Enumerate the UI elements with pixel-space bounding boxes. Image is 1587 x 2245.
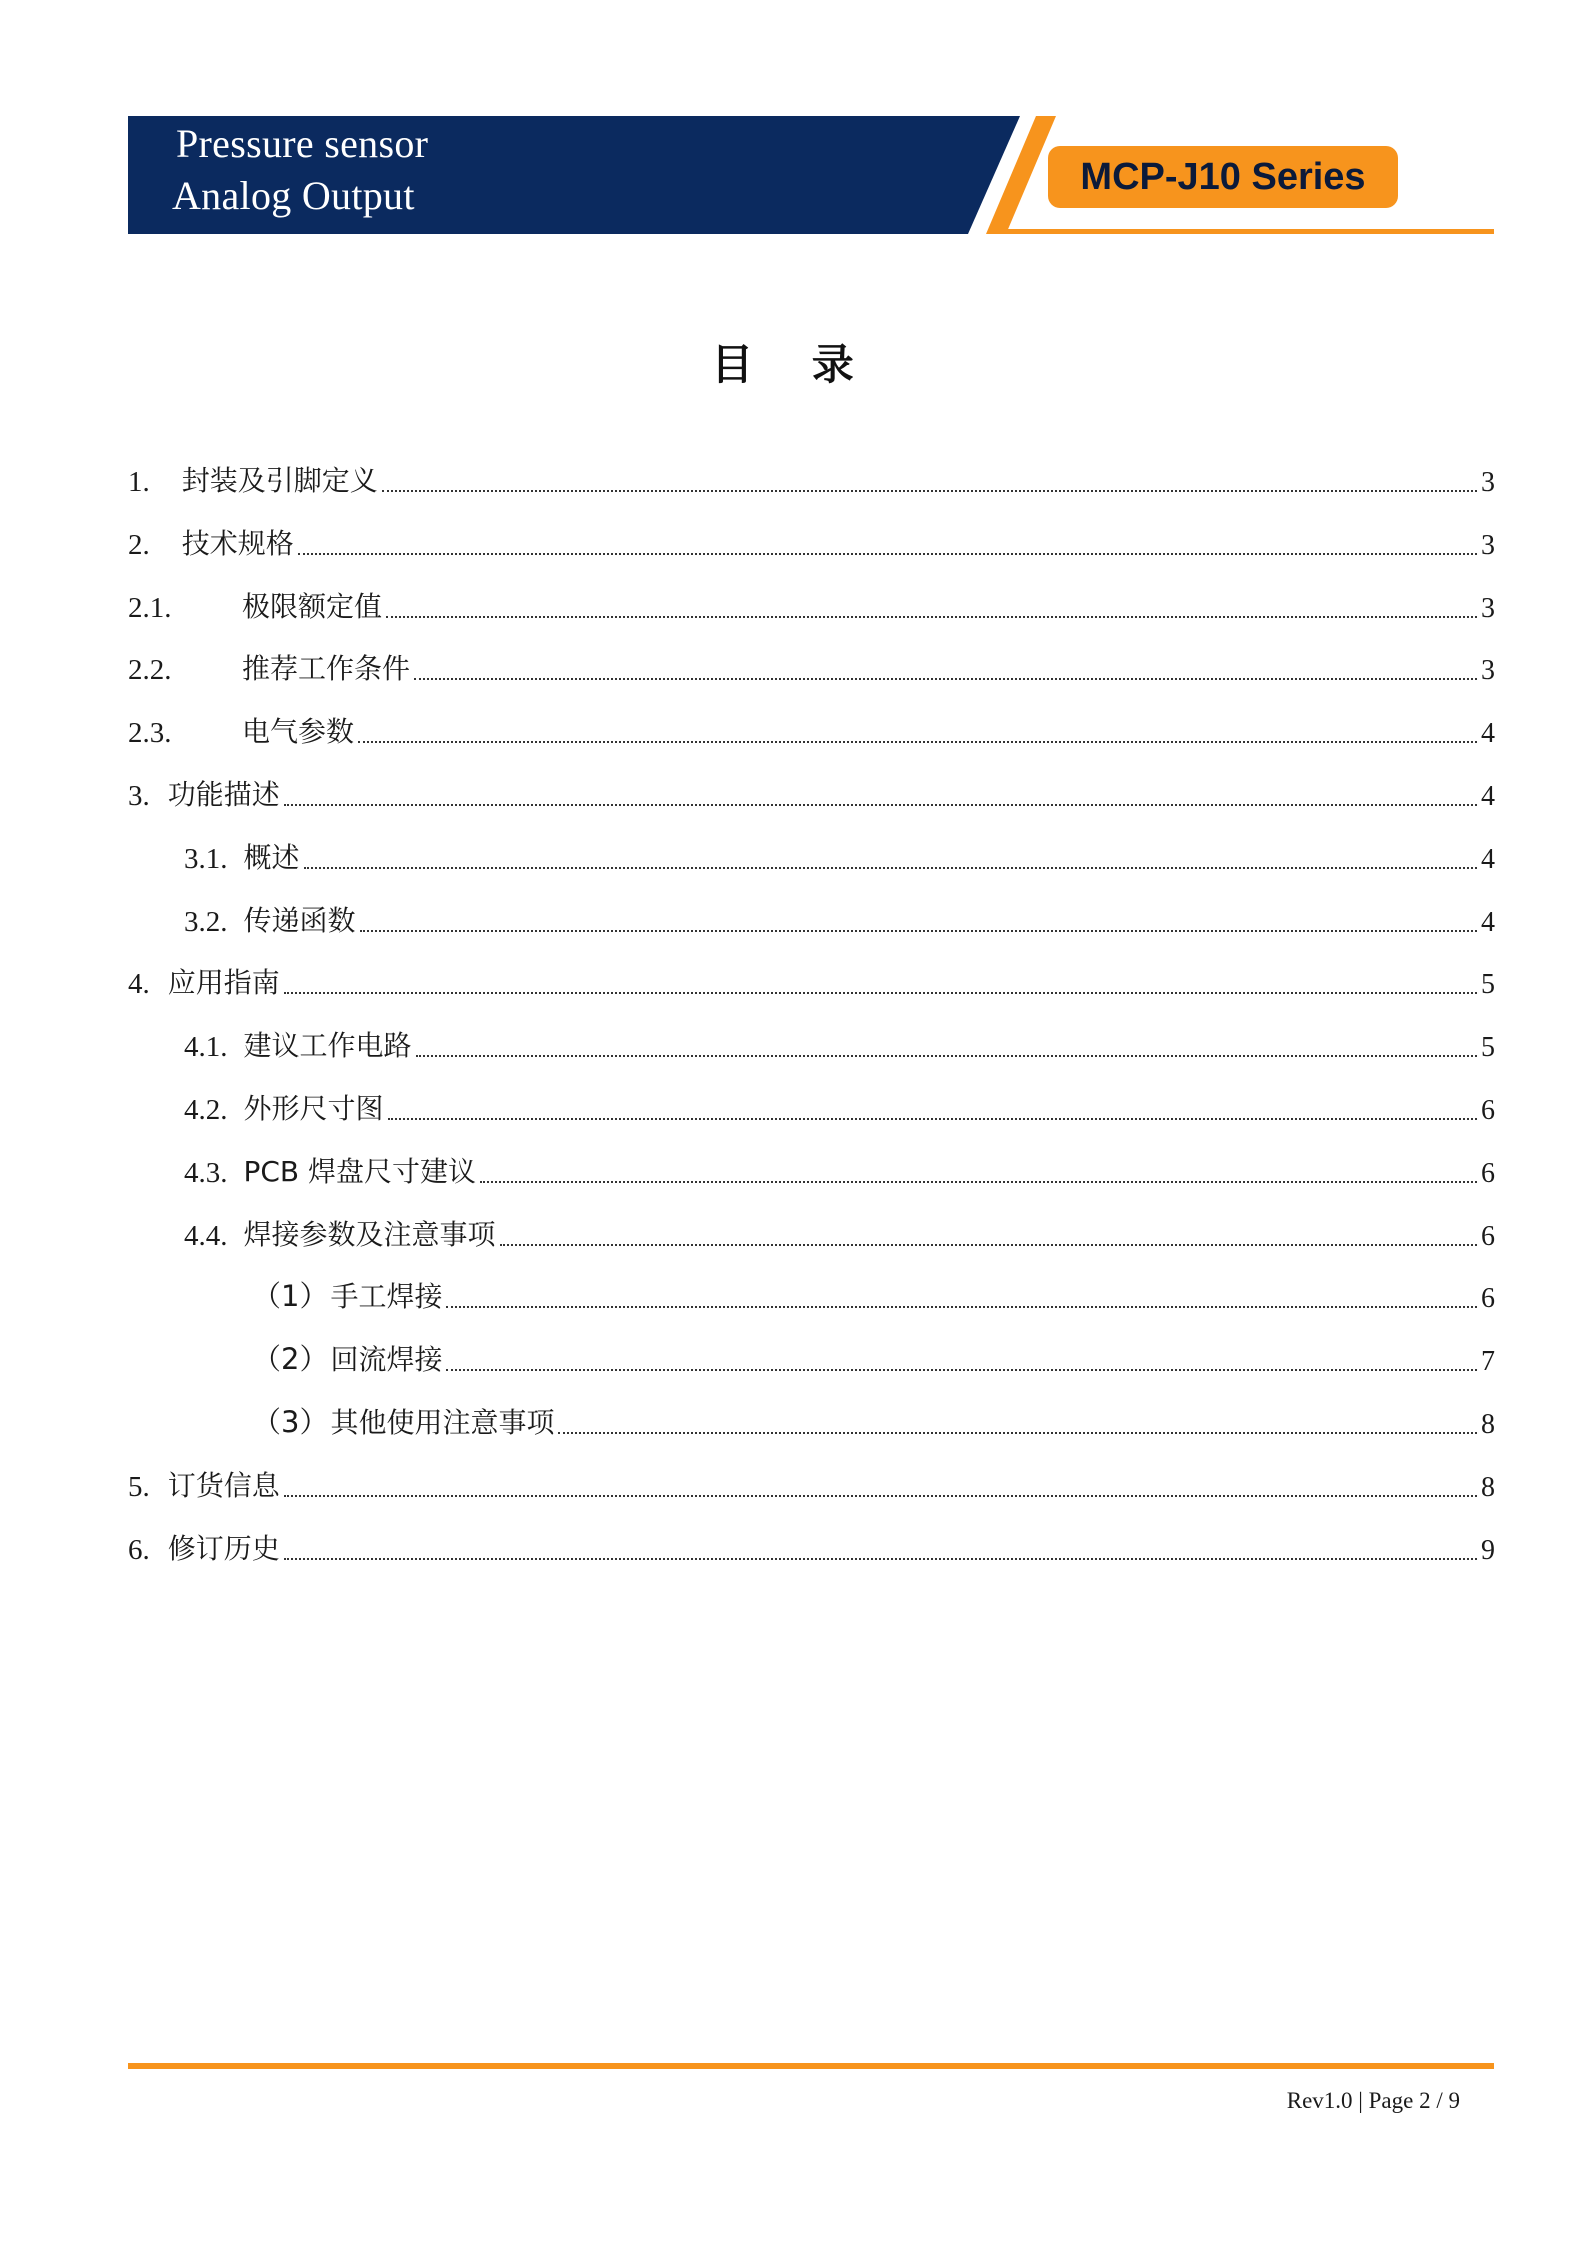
toc-entry[interactable] <box>184 1213 1495 1253</box>
toc-dot-leader <box>382 490 1477 492</box>
toc-entry-page-number: 8 <box>1481 1409 1495 1440</box>
header-banner <box>128 116 1494 236</box>
toc-entry-number: 5. <box>128 1471 150 1503</box>
toc-entry-number: 3.1. <box>184 843 228 875</box>
toc-entry[interactable] <box>184 1150 1495 1190</box>
footer-rule <box>128 2063 1494 2069</box>
toc-entry-page-number: 4 <box>1481 718 1495 749</box>
toc-entry[interactable] <box>128 710 1495 750</box>
toc-entry-page-number: 6 <box>1481 1158 1495 1189</box>
toc-entry-page-number: 3 <box>1481 530 1495 561</box>
toc-dot-leader <box>358 741 1477 743</box>
toc-entry-title: 功能描述 <box>167 778 280 811</box>
toc-entry-title: PCB 焊盘尺寸建议 <box>243 1155 477 1188</box>
toc-entry-title: 手工焊接 <box>330 1280 443 1313</box>
toc-dot-leader <box>284 1495 1477 1497</box>
toc-entry-number: 6. <box>128 1534 150 1566</box>
toc-entry-page-number: 7 <box>1481 1346 1495 1377</box>
toc-entry-number: （2） <box>252 1342 329 1376</box>
toc-entry-number: （3） <box>252 1405 329 1439</box>
toc-entry-title: 建议工作电路 <box>243 1029 412 1062</box>
header-product-type: Pressure sensor <box>176 121 429 166</box>
toc-entry-page-number: 4 <box>1481 907 1495 938</box>
footer-page-label: Rev1.0 | Page 2 / 9 <box>1286 2088 1460 2113</box>
toc-dot-leader <box>500 1244 1477 1246</box>
toc-dot-leader <box>446 1306 1477 1308</box>
toc-entry-title: 极限额定值 <box>242 590 383 623</box>
toc-entry-page-number: 6 <box>1481 1283 1495 1314</box>
toc-dot-leader <box>446 1369 1477 1371</box>
toc-entry-number: 4. <box>128 968 150 1000</box>
header-output-type: Analog Output <box>172 173 415 218</box>
toc-entry-page-number: 5 <box>1481 969 1495 1000</box>
toc-entry-title: 技术规格 <box>181 527 294 560</box>
toc-entry-number: 4.1. <box>184 1031 228 1063</box>
toc-dot-leader <box>284 992 1477 994</box>
toc-entry[interactable] <box>128 585 1495 625</box>
toc-entry-number: 4.2. <box>184 1094 228 1126</box>
toc-entry-title: 封装及引脚定义 <box>181 464 378 497</box>
toc-entry[interactable] <box>184 899 1495 939</box>
toc-entry-page-number: 3 <box>1481 467 1495 498</box>
toc-entry[interactable] <box>128 1527 1495 1567</box>
toc-entry-title: 电气参数 <box>242 715 355 748</box>
toc-entry-page-number: 8 <box>1481 1472 1495 1503</box>
toc-entry-number: 3. <box>128 780 150 812</box>
toc-entry-title: 传递函数 <box>243 904 356 937</box>
toc-entry[interactable] <box>128 773 1495 813</box>
toc-entry-page-number: 5 <box>1481 1032 1495 1063</box>
toc-entry-title: 订货信息 <box>167 1469 280 1502</box>
toc-entry-title: 焊接参数及注意事项 <box>243 1218 496 1251</box>
toc-dot-leader <box>298 553 1477 555</box>
toc-entry[interactable] <box>128 1464 1495 1504</box>
toc-entry-number: 2. <box>128 529 150 561</box>
toc-entry-number: 4.3. <box>184 1157 228 1189</box>
toc-entry[interactable] <box>184 1024 1495 1064</box>
toc-dot-leader <box>360 930 1477 932</box>
toc-entry-title: 概述 <box>243 841 300 874</box>
toc-entry-title: 外形尺寸图 <box>243 1092 384 1125</box>
toc-entry-page-number: 3 <box>1481 593 1495 624</box>
toc-entry-title: 回流焊接 <box>330 1343 443 1376</box>
toc-entry-number: 2.2. <box>128 654 172 686</box>
toc-entry-title: 其他使用注意事项 <box>330 1406 555 1439</box>
toc-dot-leader <box>388 1118 1477 1120</box>
toc-dot-leader <box>386 616 1477 618</box>
toc-entry[interactable] <box>252 1275 1495 1315</box>
toc-entry-title: 应用指南 <box>167 966 280 999</box>
toc-entry[interactable] <box>184 1087 1495 1127</box>
toc-title: 目 录 <box>711 340 876 389</box>
series-badge: MCP-J10 Series <box>1048 146 1398 208</box>
toc-entry-number: 4.4. <box>184 1220 228 1252</box>
toc-entry[interactable] <box>128 647 1495 687</box>
toc-entry[interactable] <box>252 1338 1495 1378</box>
header-orange-underline <box>998 229 1494 234</box>
toc-entry-page-number: 3 <box>1481 655 1495 686</box>
toc-entry-number: 2.1. <box>128 592 172 624</box>
toc-entry-page-number: 4 <box>1481 844 1495 875</box>
toc-entry[interactable] <box>128 459 1495 499</box>
toc-entry-page-number: 6 <box>1481 1221 1495 1252</box>
toc-entry-number: 3.2. <box>184 906 228 938</box>
toc-dot-leader <box>284 1558 1477 1560</box>
toc-dot-leader <box>480 1181 1477 1183</box>
toc-entry-page-number: 4 <box>1481 781 1495 812</box>
toc-entry-number: 1. <box>128 466 150 498</box>
toc-entry-title: 推荐工作条件 <box>242 652 411 685</box>
toc-dot-leader <box>304 867 1477 869</box>
toc-entry-title: 修订历史 <box>167 1532 280 1565</box>
toc-entry-number: （1） <box>252 1279 329 1313</box>
toc-entry[interactable] <box>128 522 1495 562</box>
toc-dot-leader <box>284 804 1477 806</box>
toc-entry-number: 2.3. <box>128 717 172 749</box>
toc-dot-leader <box>558 1432 1477 1434</box>
toc-entry[interactable] <box>128 961 1495 1001</box>
toc-dot-leader <box>416 1055 1477 1057</box>
toc-entry-page-number: 9 <box>1481 1535 1495 1566</box>
toc-entry[interactable] <box>252 1401 1495 1441</box>
toc-entry[interactable] <box>184 836 1495 876</box>
toc-entry-page-number: 6 <box>1481 1095 1495 1126</box>
toc-dot-leader <box>414 678 1477 680</box>
